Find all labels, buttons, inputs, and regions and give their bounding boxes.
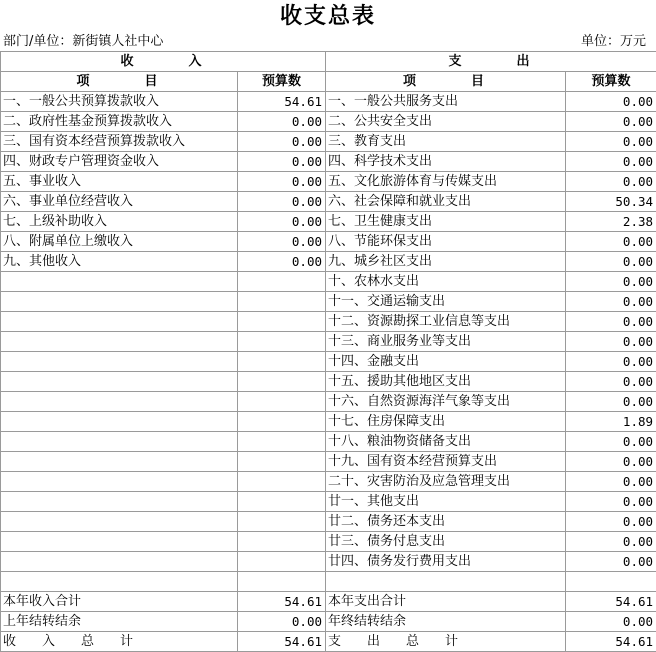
income-item-cell bbox=[1, 392, 238, 412]
total-row bbox=[1, 612, 656, 632]
expense-item-cell: 十九、国有资本经营预算支出 bbox=[326, 452, 566, 472]
expense-value-cell: 0.00 bbox=[566, 112, 656, 132]
expense-value-cell: 0.00 bbox=[566, 392, 656, 412]
income-item-cell: 一、一般公共预算拨款收入 bbox=[1, 92, 238, 112]
income-value-cell bbox=[238, 572, 326, 592]
income-item-cell bbox=[1, 432, 238, 452]
income-item-cell bbox=[1, 452, 238, 472]
income-value-cell bbox=[238, 352, 326, 372]
table-row bbox=[1, 272, 656, 292]
income-item-cell: 三、国有资本经营预算拨款收入 bbox=[1, 132, 238, 152]
income-budget-header: 预算数 bbox=[238, 72, 326, 92]
expense-item-cell: 三、教育支出 bbox=[326, 132, 566, 152]
income-value-cell bbox=[238, 392, 326, 412]
income-value-cell bbox=[238, 492, 326, 512]
income-item-cell bbox=[1, 312, 238, 332]
income-value-cell: 0.00 bbox=[238, 152, 326, 172]
table-row bbox=[1, 212, 656, 232]
expense-value-cell bbox=[566, 572, 656, 592]
expense-item-cell: 十五、援助其他地区支出 bbox=[326, 372, 566, 392]
income-value-cell bbox=[238, 432, 326, 452]
table-row bbox=[1, 92, 656, 112]
income-item-cell bbox=[1, 372, 238, 392]
income-value-cell bbox=[238, 332, 326, 352]
table-row bbox=[1, 532, 656, 552]
table-row bbox=[1, 152, 656, 172]
income-value-cell bbox=[238, 532, 326, 552]
income-value-cell bbox=[238, 412, 326, 432]
table-row bbox=[1, 312, 656, 332]
income-value-cell: 0.00 bbox=[238, 212, 326, 232]
expense-item-cell: 二十、灾害防治及应急管理支出 bbox=[326, 472, 566, 492]
table-row bbox=[1, 552, 656, 572]
income-item-cell bbox=[1, 572, 238, 592]
expense-item-cell: 十八、粮油物资储备支出 bbox=[326, 432, 566, 452]
expense-value-cell: 0.00 bbox=[566, 232, 656, 252]
income-value-cell bbox=[238, 552, 326, 572]
table-row bbox=[1, 512, 656, 532]
income-value-cell bbox=[238, 272, 326, 292]
income-item-cell bbox=[1, 512, 238, 532]
income-item-cell: 九、其他收入 bbox=[1, 252, 238, 272]
table-row bbox=[1, 192, 656, 212]
income-value-cell bbox=[238, 292, 326, 312]
expense-item-cell: 十六、自然资源海洋气象等支出 bbox=[326, 392, 566, 412]
expense-item-cell: 十七、住房保障支出 bbox=[326, 412, 566, 432]
expense-item-cell: 十二、资源勘探工业信息等支出 bbox=[326, 312, 566, 332]
expense-item-cell: 八、节能环保支出 bbox=[326, 232, 566, 252]
expense-value-cell: 0.00 bbox=[566, 532, 656, 552]
expense-section-header: 支 出 bbox=[326, 52, 656, 72]
expense-item-cell: 廿四、债务发行费用支出 bbox=[326, 552, 566, 572]
income-value-cell bbox=[238, 312, 326, 332]
expense-value-cell: 0.00 bbox=[566, 472, 656, 492]
expense-value-cell: 0.00 bbox=[566, 252, 656, 272]
expense-value-cell: 0.00 bbox=[566, 332, 656, 352]
income-item-cell: 本年收入合计 bbox=[1, 592, 238, 612]
expense-item-cell: 年终结转结余 bbox=[326, 612, 566, 632]
income-value-cell bbox=[238, 472, 326, 492]
expense-value-cell: 0.00 bbox=[566, 272, 656, 292]
income-item-cell bbox=[1, 332, 238, 352]
table-row bbox=[1, 132, 656, 152]
income-value-cell bbox=[238, 512, 326, 532]
expense-item-cell: 五、文化旅游体育与传媒支出 bbox=[326, 172, 566, 192]
expense-value-cell: 0.00 bbox=[566, 452, 656, 472]
table-row bbox=[1, 472, 656, 492]
expense-item-cell: 十、农林水支出 bbox=[326, 272, 566, 292]
table-row bbox=[1, 292, 656, 312]
expense-value-cell: 0.00 bbox=[566, 292, 656, 312]
table-row bbox=[1, 432, 656, 452]
expense-item-cell: 廿一、其他支出 bbox=[326, 492, 566, 512]
table-row bbox=[1, 332, 656, 352]
income-item-cell bbox=[1, 492, 238, 512]
expense-value-cell: 0.00 bbox=[566, 172, 656, 192]
expense-value-cell: 0.00 bbox=[566, 92, 656, 112]
expense-item-cell: 六、社会保障和就业支出 bbox=[326, 192, 566, 212]
expense-value-cell: 1.89 bbox=[566, 412, 656, 432]
page-title: 收支总表 bbox=[0, 0, 656, 33]
expense-value-cell: 54.61 bbox=[566, 632, 656, 652]
income-item-cell bbox=[1, 272, 238, 292]
unit-label: 单位：万元 bbox=[581, 33, 646, 51]
expense-item-cell: 廿二、债务还本支出 bbox=[326, 512, 566, 532]
income-item-cell: 五、事业收入 bbox=[1, 172, 238, 192]
income-expense-table bbox=[0, 51, 656, 652]
income-value-cell: 54.61 bbox=[238, 92, 326, 112]
income-item-cell bbox=[1, 412, 238, 432]
income-item-cell: 上年结转结余 bbox=[1, 612, 238, 632]
income-value-cell: 54.61 bbox=[238, 592, 326, 612]
expense-item-cell: 十四、金融支出 bbox=[326, 352, 566, 372]
expense-value-cell: 54.61 bbox=[566, 592, 656, 612]
expense-item-cell: 七、卫生健康支出 bbox=[326, 212, 566, 232]
income-item-cell bbox=[1, 352, 238, 372]
income-value-cell bbox=[238, 452, 326, 472]
column-header-row bbox=[1, 72, 656, 92]
table-row bbox=[1, 392, 656, 412]
table-row bbox=[1, 372, 656, 392]
table-row bbox=[1, 572, 656, 592]
income-value-cell: 54.61 bbox=[238, 632, 326, 652]
income-value-cell: 0.00 bbox=[238, 612, 326, 632]
income-item-cell: 四、财政专户管理资金收入 bbox=[1, 152, 238, 172]
table-row bbox=[1, 452, 656, 472]
income-value-cell: 0.00 bbox=[238, 132, 326, 152]
table-row bbox=[1, 232, 656, 252]
income-item-cell: 八、附属单位上缴收入 bbox=[1, 232, 238, 252]
expense-budget-header: 预算数 bbox=[566, 72, 656, 92]
table-row bbox=[1, 252, 656, 272]
total-row bbox=[1, 592, 656, 612]
table-row bbox=[1, 172, 656, 192]
expense-item-cell: 十三、商业服务业等支出 bbox=[326, 332, 566, 352]
department-label: 部门/单位：新街镇人社中心 bbox=[3, 33, 163, 51]
expense-value-cell: 2.38 bbox=[566, 212, 656, 232]
expense-value-cell: 0.00 bbox=[566, 352, 656, 372]
income-value-cell: 0.00 bbox=[238, 172, 326, 192]
income-item-cell bbox=[1, 532, 238, 552]
expense-item-cell: 九、城乡社区支出 bbox=[326, 252, 566, 272]
income-item-cell: 七、上级补助收入 bbox=[1, 212, 238, 232]
expense-value-cell: 0.00 bbox=[566, 612, 656, 632]
income-item-cell: 六、事业单位经营收入 bbox=[1, 192, 238, 212]
expense-value-cell: 0.00 bbox=[566, 132, 656, 152]
expense-value-cell: 0.00 bbox=[566, 512, 656, 532]
section-header-row bbox=[1, 52, 656, 72]
expense-value-cell: 0.00 bbox=[566, 492, 656, 512]
expense-item-cell: 四、科学技术支出 bbox=[326, 152, 566, 172]
expense-value-cell: 0.00 bbox=[566, 152, 656, 172]
expense-value-cell: 0.00 bbox=[566, 432, 656, 452]
expense-item-header: 项 目 bbox=[326, 72, 566, 92]
expense-value-cell: 0.00 bbox=[566, 372, 656, 392]
income-value-cell: 0.00 bbox=[238, 232, 326, 252]
expense-item-cell: 廿三、债务付息支出 bbox=[326, 532, 566, 552]
income-value-cell: 0.00 bbox=[238, 112, 326, 132]
table-row bbox=[1, 492, 656, 512]
income-section-header: 收 入 bbox=[1, 52, 326, 72]
expense-item-cell: 本年支出合计 bbox=[326, 592, 566, 612]
income-item-cell bbox=[1, 472, 238, 492]
income-item-cell: 二、政府性基金预算拨款收入 bbox=[1, 112, 238, 132]
income-item-header: 项 目 bbox=[1, 72, 238, 92]
income-value-cell bbox=[238, 372, 326, 392]
total-row bbox=[1, 632, 656, 652]
income-item-cell bbox=[1, 552, 238, 572]
income-item-cell bbox=[1, 292, 238, 312]
expense-value-cell: 50.34 bbox=[566, 192, 656, 212]
income-item-cell: 收 入 总 计 bbox=[1, 632, 238, 652]
table-row bbox=[1, 412, 656, 432]
expense-value-cell: 0.00 bbox=[566, 312, 656, 332]
table-row bbox=[1, 112, 656, 132]
expense-item-cell: 十一、交通运输支出 bbox=[326, 292, 566, 312]
table-row bbox=[1, 352, 656, 372]
expense-item-cell: 支 出 总 计 bbox=[326, 632, 566, 652]
expense-value-cell: 0.00 bbox=[566, 552, 656, 572]
expense-item-cell: 一、一般公共服务支出 bbox=[326, 92, 566, 112]
income-value-cell: 0.00 bbox=[238, 252, 326, 272]
expense-item-cell: 二、公共安全支出 bbox=[326, 112, 566, 132]
income-value-cell: 0.00 bbox=[238, 192, 326, 212]
expense-item-cell bbox=[326, 572, 566, 592]
